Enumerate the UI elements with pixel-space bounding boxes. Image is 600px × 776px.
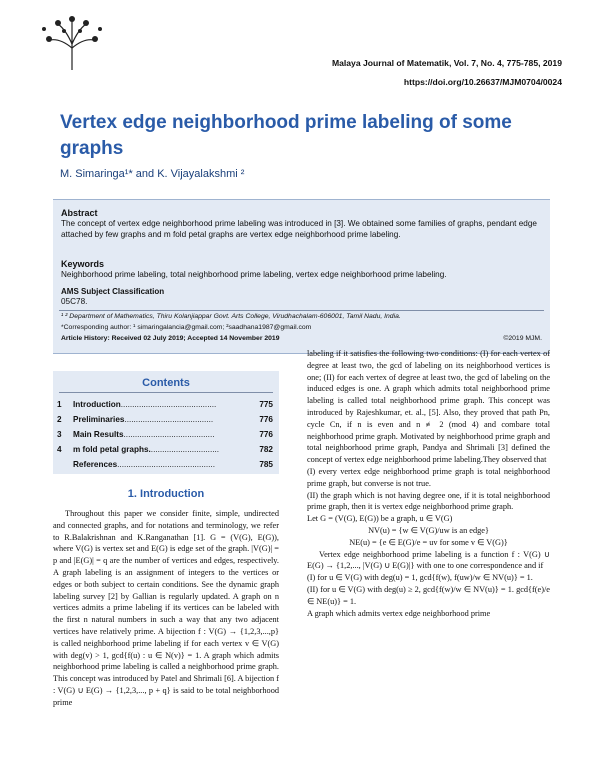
author-list: M. Simaringa¹* and K. Vijayalakshmi ²	[60, 168, 245, 180]
section-heading: 1. Introduction	[127, 488, 205, 500]
table-of-contents: Contents 1 Introduction.......................................... 775 2 Preliminaries....................................... 776 3 Main Results........................................ 776 4 m fold petal graphs............................... 782 References........................................... 785	[53, 371, 279, 474]
equation: NV(u) = {w ∈ V(G)/uw is an edge}	[368, 525, 489, 535]
equation: NE(u) = {e ∈ E(G)/e = uv for some v ∈ V(G)}	[349, 537, 508, 547]
corresponding-author: *Corresponding author: ¹ simaringalancia@gmail.com; ²saadhana1987@gmail.com	[61, 324, 312, 331]
contents-heading: Contents	[142, 377, 190, 389]
affiliations: ¹ ² Department of Mathematics, Thiru Kolanjiappar Govt. Arts College, Virudhachalam-606001, Tamil Nadu, India.	[61, 313, 401, 320]
journal-logo-icon	[36, 14, 108, 72]
abstract-box	[53, 199, 550, 354]
paragraph: labeling if it satisfies the following two conditions: (I) for each vertex of degree at least two, the gcd of labeling on its neighborhood vertices is one; (II) for each vertex of degree at least two, the gcd of labeling on the induced edges is one. A graph which admits total neighborhood prime labeling is called total neighborhood prime graph. This concept was introduced by Rajeshkumar, et. al., [5]. Also, they proved that path Pn, cycle Cn, if n is even and n ≢ 2 (mod 4) and combare total neighborhood prime graph. Motivated by neighborhood prime graph and total neighborhood prime graph, Pandya and Shrimali [3] defined the concept of vertex edge neighborhood prime labeling.They observed that	[307, 349, 550, 465]
paper-title: Vertex edge neighborhood prime labeling of some graphs	[60, 112, 512, 159]
keywords-text: Neighborhood prime labeling, total neighborhood prime labeling, vertex edge neighborhood prime labeling.	[61, 270, 447, 279]
abstract-heading: Abstract	[61, 208, 98, 218]
ams-heading: AMS Subject Classification	[61, 287, 165, 296]
paragraph: Let G = (V(G), E(G)) be a graph, u ∈ V(G)	[307, 514, 453, 524]
paragraph: Vertex edge neighborhood prime labeling is a function f : V(G) ∪ E(G) → {1,2,..., |V(G) ∪ E(G)|} with one to one correspondence and if	[307, 549, 550, 571]
paragraph: A graph which admits vertex edge neighborhood prime	[307, 608, 491, 618]
paragraph: Throughout this paper we consider finite, simple, undirected and connected graphs, and for notations and terminology, we refer to R.Balakrishnan and K.Ranganathan [1]. G = (V(G), E(G)), where V(G) is vertex set and E(G) is edge set of the graph. |V(G)| = p and |E(G)| = q are the number of vertices and edges, respectively. A graph labeling is an assignment of integers to the vertices or edges or both subject to certain conditions. See the dynamic graph labeling survey [2] by Gallian is regularly updated. A graph on n vertices admits a prime labeling if its vertices can be labeled with the first n natural numbers in such a way that any two adjacent vertices have relatively prime. A bijection f : V(G) → {1,2,3,...,p} is called neighborhood prime labeling if for each vertex v ∈ V(G) with deg(v) > 1, gcd{f(u) : u ∈ N(v)} = 1. A graph which admits neighborhood prime labeling is called a neighborhood prime graph. This concept was introduced by Patel and Shrimali [6]. A bijection f : V(G) ∪ E(G) → {1,2,3,..., p + q} is said to be total neighborhood prime	[53, 509, 279, 707]
paragraph: (I) for u ∈ V(G) with deg(u) = 1, gcd{f(w), f(uw)/w ∈ NV(u)} = 1.	[307, 573, 533, 583]
keywords-heading: Keywords	[61, 259, 105, 269]
copyright: ©2019 MJM.	[503, 335, 542, 342]
paragraph: (II) the graph which is not having degree one, if it is total neighborhood prime graph, then it is vertex edge neighborhood prime graph.	[307, 490, 550, 512]
article-history: Article History: Received 02 July 2019; Accepted 14 November 2019	[61, 335, 280, 342]
right-column	[307, 348, 550, 619]
ams-code: 05C78.	[61, 297, 88, 306]
left-column	[53, 508, 279, 709]
paragraph: (I) every vertex edge neighborhood prime graph is total neighborhood prime graph, but converse is not true.	[307, 466, 550, 488]
journal-citation: Malaya Journal of Matematik, Vol. 7, No. 4, 775-785, 2019	[331, 58, 562, 68]
abstract-text: The concept of vertex edge neighborhood prime labeling was introduced in [3]. We obtained some families of graphs, pendant edge attached by few graphs and m fold petal graphs are vertex edge neighborhood prime labeling.	[61, 219, 537, 239]
doi-link[interactable]: https://doi.org/10.26637/MJM0704/0024	[403, 77, 562, 87]
paragraph: (II) for u ∈ V(G) with deg(u) ≥ 2, gcd{f(w)/w ∈ NV(u)} = 1. gcd{f(e)/e ∈ NE(u)} = 1.	[307, 584, 550, 606]
